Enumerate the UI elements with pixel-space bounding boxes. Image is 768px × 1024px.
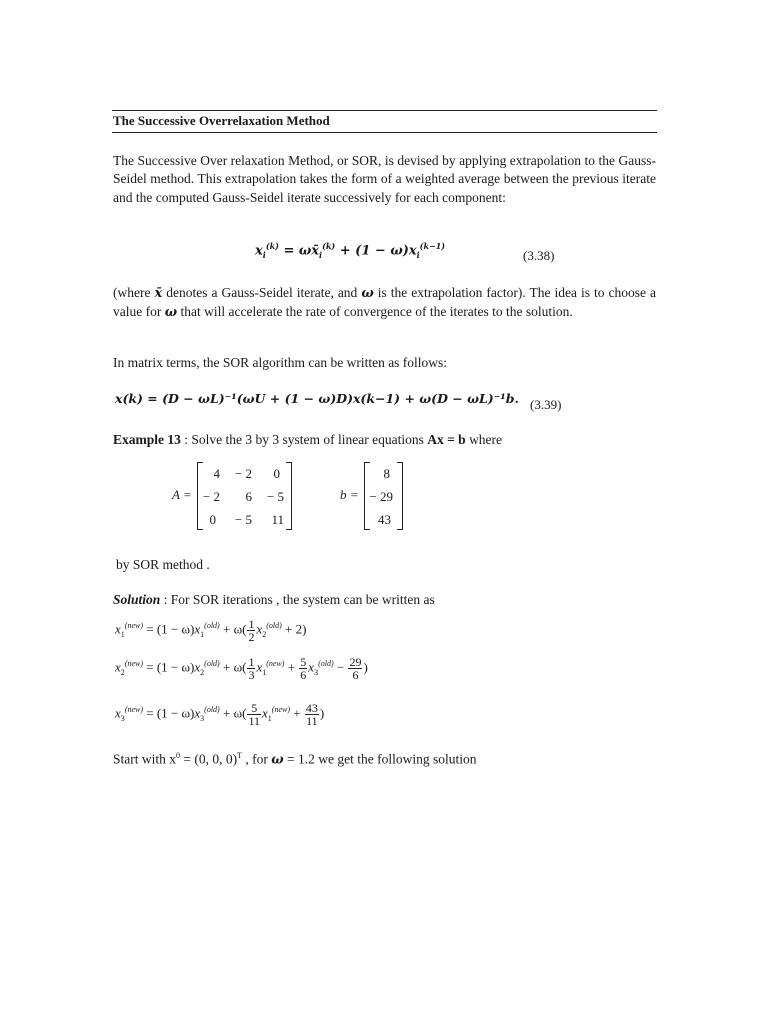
matrix-a-cell: 6 [245,489,252,504]
equation-number-3-39: (3.39) [530,397,562,412]
fraction-29-sixths: $\frac{29}{6}$ [349,655,362,682]
vector-b-cell: − 29 [369,489,393,504]
section-title: The Successive Overrelaxation Method [113,113,330,128]
matrix-a [197,463,292,529]
matrix-a-label: A = [172,487,192,502]
iteration-equation-x3: $x_3^{(new)} = (1 - \omega)x_3^{(old)} + \omega$( $\frac{5}{11}$ $x_1^{(new)}$ + $\frac{43}{11}$ ) [115,701,325,728]
explanation-paragraph: (where x̄ denotes a Gauss-Seidel iterate, and ω is the extrapolation factor). The idea is to choose a value for ω that will accelerate the rate of convergence of the iterates to the solution. [113,285,656,321]
iteration-equation-x1: $x_1^{(new)} = (1 - \omega)x_1^{(old)} + \omega$( $\frac{1}{2}$ $x_2^{(old)} + 2$) [115,617,307,644]
example-13-line: Example 13 : Solve the 3 by 3 system of linear equations Ax = b where [113,432,503,447]
matrix-a-cell: 11 [271,512,284,527]
intro-paragraph: The Successive Over relaxation Method, or SOR, is devised by applying extrapolation to the Gauss-Seidel method. This extrapolation takes the form of a weighted average between the previous iterate and the computed Gauss-Seidel iterate successively for each component: [113,153,656,205]
matrix-a-cell: − 5 [234,512,252,527]
matrix-a-cell: − 2 [234,466,252,481]
fraction-five-elevenths: $\frac{5}{11}$ [248,701,261,728]
fraction-43-elevenths: $\frac{43}{11}$ [305,701,318,728]
equation-number-3-38: (3.38) [523,248,555,263]
matrix-a-cell: 0 [209,512,216,527]
fraction-five-sixths: $\frac{5}{6}$ [300,655,307,682]
start-condition-line: Start with $x^0 = (0$, 0, 0)$^T$ , for ω = 1.2 we get the following solution [113,751,477,768]
top-rule [112,110,657,111]
vector-b-cell: 43 [378,512,391,527]
example-label: Example 13 [113,432,181,447]
fraction-one-half: $\frac{1}{2}$ [248,617,255,644]
equation-3-39: x(k) = (D − ωL)⁻¹(ωU + (1 − ω)D)x(k−1) + ω(D − ωL)⁻¹b. [115,391,519,406]
matrix-a-cell: 4 [213,466,220,481]
matrix-intro: In matrix terms, the SOR algorithm can be written as follows: [113,355,448,370]
vector-b-label: b = [340,487,359,502]
solution-line: Solution : For SOR iterations , the system can be written as [113,592,435,607]
example-equation: Ax = b [427,432,466,447]
vector-b-cell: 8 [383,466,390,481]
matrix-a-cell: − 2 [202,489,220,504]
title-underline [112,132,657,133]
fraction-one-third: $\frac{1}{3}$ [248,655,255,682]
matrix-a-cell: 0 [273,466,280,481]
matrix-a-cell: − 5 [266,489,284,504]
iteration-equation-x2: $x_2^{(new)} = (1 - \omega)x_2^{(old)} + \omega$( $\frac{1}{3}$ $x_1^{(new)}$ + $\frac{5}{6}$ $x_3^{(old)}$ − $\frac{29}{6}$ ) [115,655,368,682]
solution-label: Solution [113,592,161,607]
equation-3-38: $x_i^{(k)}$ = $\omega x̄_i^{(k)} + (1 - \omega)x_i^{(k-1)}$ [255,241,446,260]
vector-b [364,463,403,529]
by-sor-text: by SOR method . [116,557,210,572]
